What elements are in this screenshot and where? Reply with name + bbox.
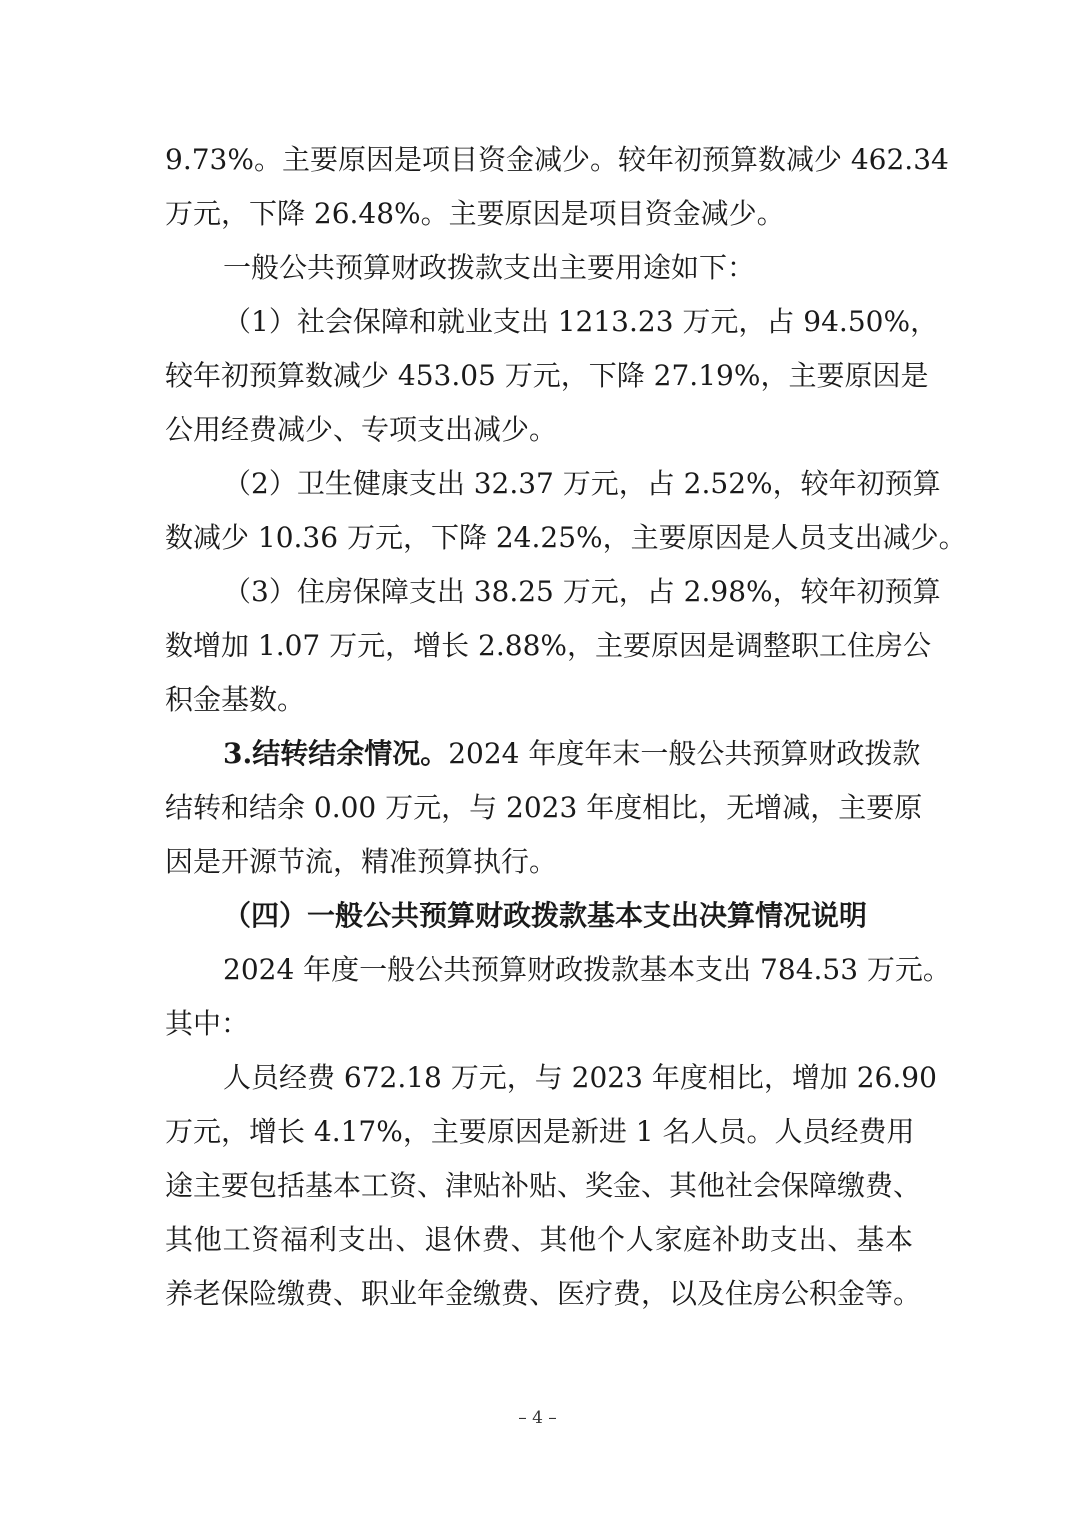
page-number: – 4 – [518, 1408, 557, 1428]
body-line: 因是开源节流，精准预算执行。 [165, 845, 558, 878]
body-line: （1）社会保障和就业支出 1213.23 万元，占 94.50%， [223, 305, 939, 338]
body-line: 公用经费减少、专项支出减少。 [165, 413, 558, 446]
body-line: 积金基数。 [165, 683, 306, 716]
body-line: （3）住房保障支出 38.25 万元，占 2.98%，较年初预算 [223, 575, 941, 608]
body-line: 一般公共预算财政拨款支出主要用途如下： [223, 251, 756, 284]
body-line: 9.73%。主要原因是项目资金减少。较年初预算数减少 462.34 [165, 143, 949, 176]
body-line: 较年初预算数减少 453.05 万元，下降 27.19%，主要原因是 [165, 359, 929, 392]
body-text: 2024 年度年末一般公共预算财政拨款 [448, 737, 921, 770]
page-body [165, 133, 967, 1321]
body-line: （2）卫生健康支出 32.37 万元，占 2.52%，较年初预算 [223, 467, 941, 500]
body-line: 2024 年度一般公共预算财政拨款基本支出 784.53 万元。 [223, 953, 951, 986]
body-line: 万元，增长 4.17%，主要原因是新进 1 名人员。人员经费用 [165, 1115, 915, 1148]
body-line: 万元，下降 26.48%。主要原因是项目资金减少。 [165, 197, 785, 230]
section-heading: （四）一般公共预算财政拨款基本支出决算情况说明 [223, 899, 868, 932]
body-line: 结转和结余 0.00 万元，与 2023 年度相比，无增减，主要原 [165, 791, 923, 824]
body-line: 其中： [165, 1007, 250, 1040]
body-line: 养老保险缴费、职业年金缴费、医疗费，以及住房公积金等。 [165, 1277, 922, 1310]
body-line [165, 727, 921, 781]
subsection-lead: 3.结转结余情况。 [223, 737, 449, 770]
body-line: 数增加 1.07 万元，增长 2.88%，主要原因是调整职工住房公 [165, 629, 931, 662]
body-line: 途主要包括基本工资、津贴补贴、奖金、其他社会保障缴费、 [165, 1169, 922, 1202]
body-line: 人员经费 672.18 万元，与 2023 年度相比，增加 26.90 [223, 1061, 937, 1094]
body-line: 数减少 10.36 万元，下降 24.25%，主要原因是人员支出减少。 [165, 521, 967, 554]
body-line: 其他工资福利支出、退休费、其他个人家庭补助支出、基本 [165, 1223, 913, 1256]
